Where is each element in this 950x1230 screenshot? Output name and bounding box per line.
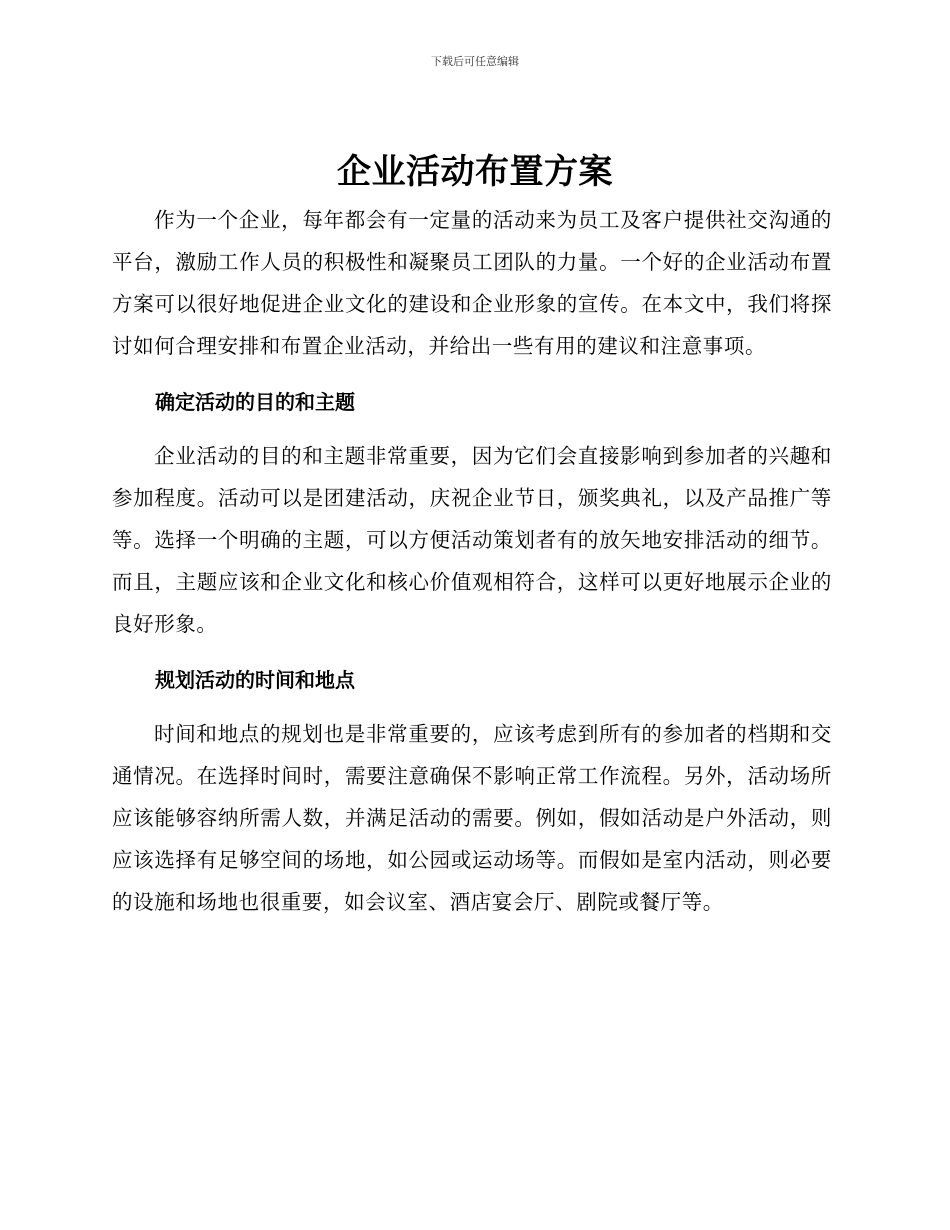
document-body [112, 199, 832, 923]
section-paragraph-time-location: 时间和地点的规划也是非常重要的，应该考虑到所有的参加者的档期和交通情况。在选择时间时，需要注意确保不影响正常工作流程。另外，活动场所应该能够容纳所需人数，并满足活动的需要。例如，假如活动是户外活动，则应该选择有足够空间的场地，如公园或运动场等。而假如是室内活动，则必要的设施和场地也很重要，如会议室、酒店宴会厅、剧院或餐厅等。 [112, 722, 832, 914]
header-note: 下载后可任意编辑 [431, 55, 519, 68]
section-heading-time-location: 规划活动的时间和地点 [155, 668, 355, 692]
intro-paragraph: 作为一个企业，每年都会有一定量的活动来为员工及客户提供社交沟通的平台，激励工作人员的积极性和凝聚员工团队的力量。一个好的企业活动布置方案可以很好地促进企业文化的建设和企业形象的宣传。在本文中，我们将探讨如何合理安排和布置企业活动，并给出一些有用的建议和注意事项。 [112, 208, 832, 358]
section-paragraph-purpose: 企业活动的目的和主题非常重要，因为它们会直接影响到参加者的兴趣和参加程度。活动可以是团建活动，庆祝企业节日，颁奖典礼，以及产品推广等等。选择一个明确的主题，可以方便活动策划者有的放矢地安排活动的细节。而且，主题应该和企业文化和核心价值观相符合，这样可以更好地展示企业的良好形象。 [112, 444, 832, 636]
section-heading-purpose: 确定活动的目的和主题 [155, 390, 355, 414]
document-title: 企业活动布置方案 [337, 152, 613, 192]
